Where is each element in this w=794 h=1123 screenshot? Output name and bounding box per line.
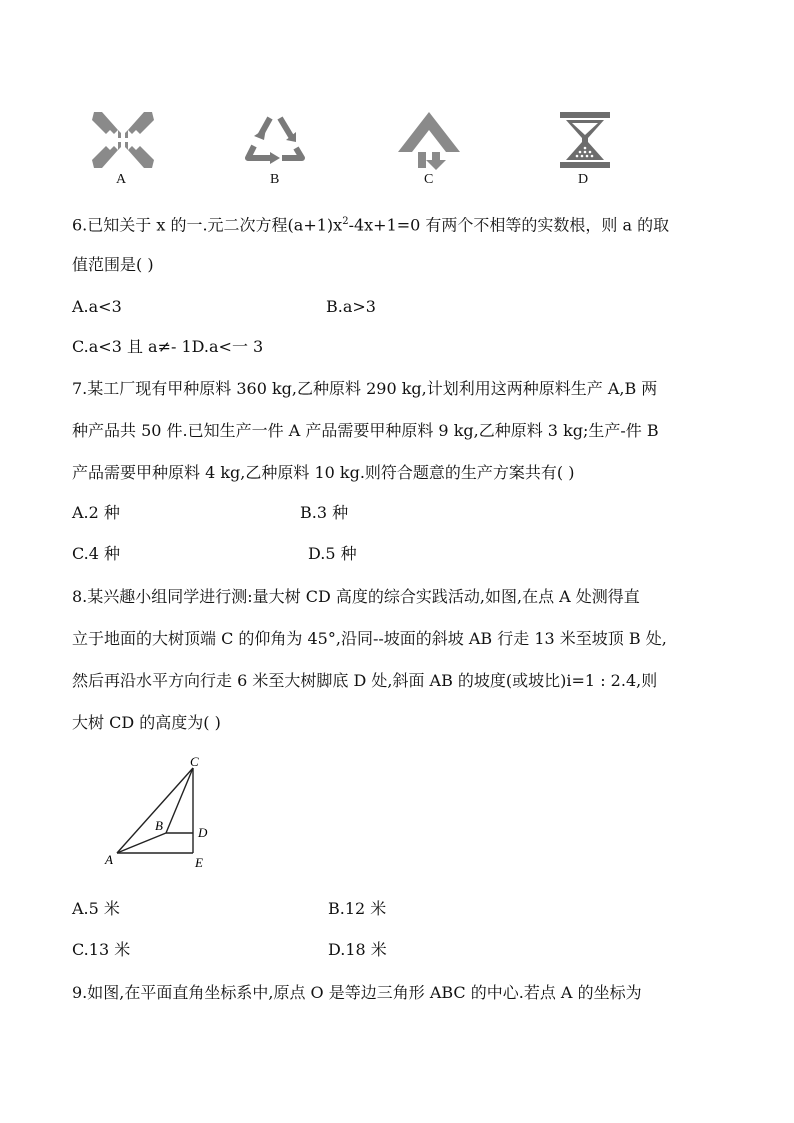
point-label-b: B: [155, 818, 163, 833]
q7-stem-line2: 种产品共 50 件.已知生产一件 A 产品需要甲种原料 9 kg,乙种原料 3 kg;生产-件 B: [72, 421, 659, 440]
point-label-a: A: [105, 852, 113, 867]
q7-option-a: A.2 种: [72, 503, 120, 522]
tree-slope-figure: [100, 757, 230, 872]
triangle-arrow-icon: [394, 108, 464, 172]
option-b-figure: [240, 108, 310, 172]
option-c-figure: [394, 108, 464, 172]
q6-option-cd: C.a<3 且 a≠- 1D.a<一 3: [72, 337, 264, 356]
q6-exponent: 2: [342, 216, 349, 227]
q7-option-c: C.4 种: [72, 544, 121, 563]
point-label-c: C: [190, 757, 199, 769]
q8-option-a: A.5 米: [72, 899, 120, 918]
q7-stem-line3: 产品需要甲种原料 4 kg,乙种原料 10 kg.则符合题意的生产方案共有( ): [72, 463, 575, 482]
line-bc: [166, 768, 193, 833]
sightline-ac: [117, 768, 193, 853]
q8-stem-line4: 大树 CD 的高度为( ): [72, 713, 221, 732]
q8-option-d: D.18 米: [328, 940, 387, 959]
q6-stem-line2: 值范围是( ): [72, 255, 154, 274]
hourglass-icon: [550, 108, 620, 172]
option-a-label: A: [116, 172, 127, 187]
q8-stem-line2: 立于地面的大树顶端 C 的仰角为 45°,沿同--坡面的斜坡 AB 行走 13 米至坡顶 B 处,: [72, 629, 667, 648]
q7-option-d: D.5 种: [308, 544, 357, 563]
option-a-figure: [88, 108, 158, 172]
q6-stem-line1: [72, 212, 669, 235]
q6-stem-part1: 6.已知关于 x 的一.元二次方程(a+1)x: [72, 215, 343, 235]
q8-option-b: B.12 米: [328, 899, 387, 918]
q6-option-a: A.a<3: [72, 297, 122, 316]
option-d-label: D: [578, 172, 589, 187]
q6-option-b: B.a>3: [326, 297, 376, 316]
q7-option-b: B.3 种: [300, 503, 349, 522]
slope-ab: [117, 833, 166, 853]
option-c-label: C: [424, 172, 434, 187]
option-b-label: B: [270, 172, 280, 187]
q7-stem-line1: 7.某工厂现有甲种原料 360 kg,乙种原料 290 kg,计划利用这两种原料生产 A,B 两: [72, 379, 658, 398]
option-d-figure: [550, 108, 620, 172]
recycling-triangle-icon: [240, 108, 310, 172]
q8-stem-line1: 8.某兴趣小组同学进行测:量大树 CD 高度的综合实践活动,如图,在点 A 处测得直: [72, 587, 640, 606]
inward-arrows-icon: [88, 108, 158, 172]
point-label-e: E: [195, 855, 203, 870]
point-label-d: D: [198, 825, 208, 840]
q8-option-c: C.13 米: [72, 940, 131, 959]
q8-stem-line3: 然后再沿水平方向行走 6 米至大树脚底 D 处,斜面 AB 的坡度(或坡比)i=1 : 2.4,则: [72, 671, 658, 690]
q6-stem-part2: -4x+1=0 有两个不相等的实数根，则 a 的取: [348, 215, 670, 235]
q9-stem-line1: 9.如图,在平面直角坐标系中,原点 O 是等边三角形 ABC 的中心.若点 A 的坐标为: [72, 983, 642, 1002]
